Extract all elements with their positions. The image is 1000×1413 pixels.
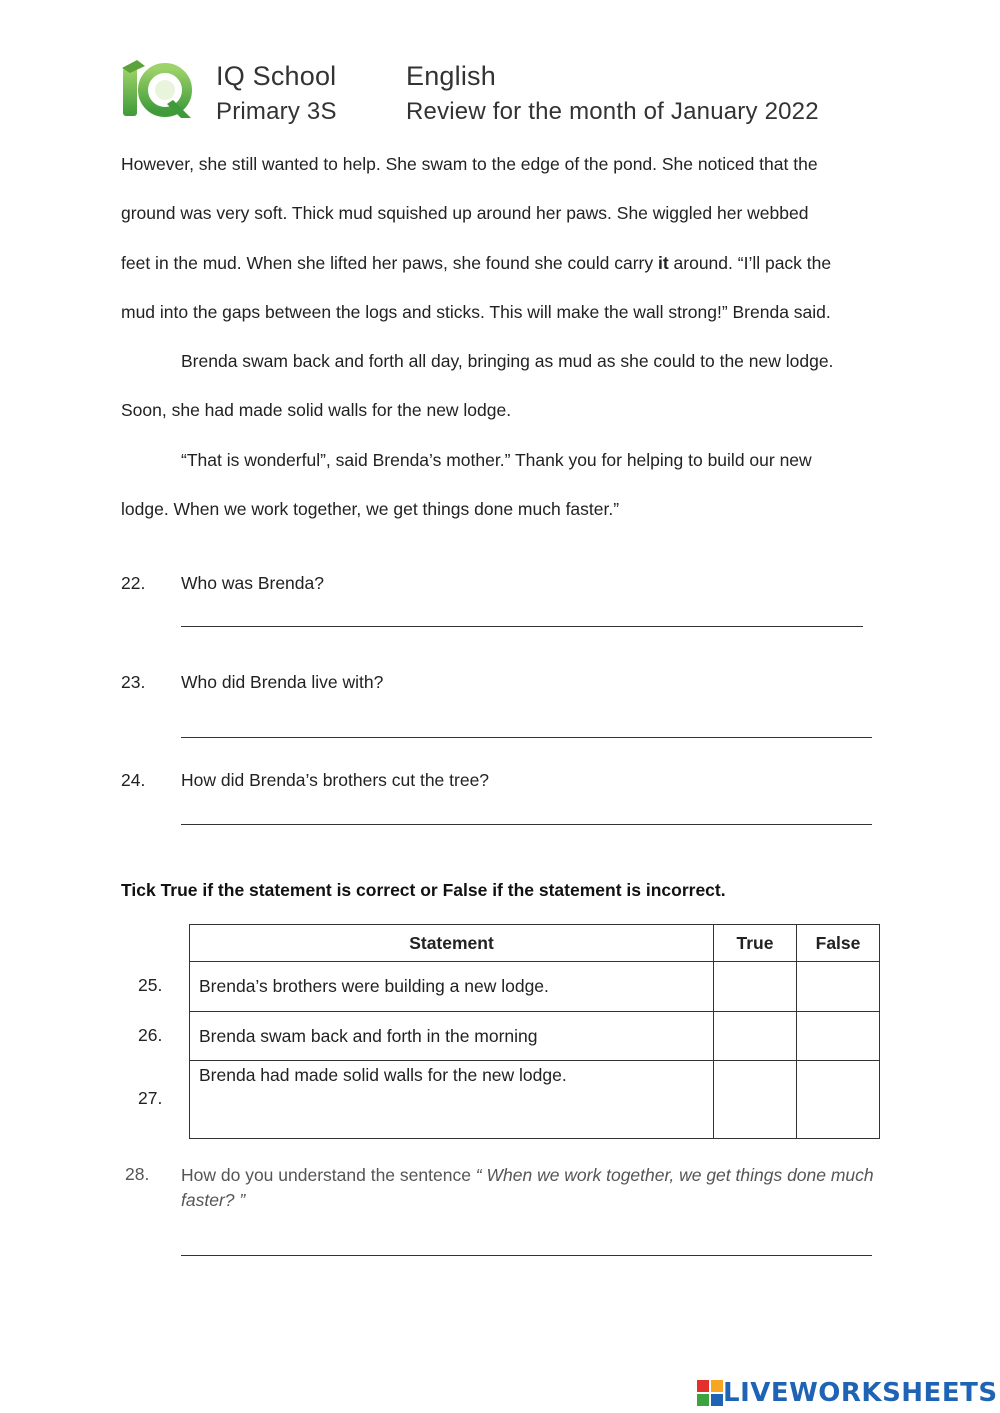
true-tick-cell[interactable]: [714, 1012, 797, 1061]
false-tick-cell[interactable]: [797, 1012, 880, 1061]
passage-line: Soon, she had made solid walls for the new lodge.: [121, 400, 512, 420]
answer-line-22[interactable]: [181, 626, 863, 627]
question-number: 23.: [121, 672, 146, 692]
answer-line-24[interactable]: [181, 824, 872, 825]
subject: English: [406, 61, 496, 91]
row-number: 26.: [138, 1025, 163, 1045]
school-logo: [121, 56, 193, 120]
passage-text: around. “I’ll pack the: [668, 253, 832, 273]
statement-header: Statement: [190, 925, 714, 962]
row-number: 27.: [138, 1088, 163, 1108]
true-false-table: [189, 924, 880, 1139]
question-number: 28.: [125, 1164, 150, 1184]
passage-line: lodge. When we work together, we get things done much faster.”: [121, 499, 620, 519]
passage-line: [121, 253, 831, 274]
answer-line-28[interactable]: [181, 1255, 872, 1256]
statement-cell: Brenda’s brothers were building a new lodge.: [190, 962, 714, 1012]
liveworksheets-logo: [697, 1378, 998, 1408]
question-text: How did Brenda’s brothers cut the tree?: [181, 770, 490, 790]
true-header: True: [714, 925, 797, 962]
true-tick-cell[interactable]: [714, 1061, 797, 1139]
answer-line-23[interactable]: [181, 737, 872, 738]
passage-line: However, she still wanted to help. She swam to the edge of the pond. She noticed that the: [121, 154, 818, 174]
true-tick-cell[interactable]: [714, 962, 797, 1012]
question-28-text: [181, 1163, 881, 1213]
false-header: False: [797, 925, 880, 962]
passage-text: feet in the mud. When she lifted her paws, she found she could carry: [121, 253, 658, 273]
table-row: [190, 1012, 880, 1061]
question-text: Who did Brenda live with?: [181, 672, 384, 692]
table-header-row: [190, 925, 880, 962]
statement-cell: Brenda swam back and forth in the morning: [190, 1012, 714, 1061]
question-number: 22.: [121, 573, 146, 593]
liveworksheets-icon: [697, 1380, 723, 1406]
question-number: 24.: [121, 770, 146, 790]
liveworksheets-brand: LIVEWORKSHEETS: [723, 1378, 998, 1408]
statement-cell: Brenda had made solid walls for the new lodge.: [190, 1061, 714, 1139]
class-name: Primary 3S: [216, 98, 337, 125]
question-quote: “ When we work together, we get things done much faster? ”: [181, 1165, 874, 1210]
review-title: Review for the month of January 2022: [406, 98, 819, 125]
false-tick-cell[interactable]: [797, 1061, 880, 1139]
passage-line: “That is wonderful”, said Brenda’s mother.” Thank you for helping to build our new: [181, 450, 812, 470]
question-text: Who was Brenda?: [181, 573, 324, 593]
table-row: [190, 1061, 880, 1139]
false-tick-cell[interactable]: [797, 962, 880, 1012]
table-row: [190, 962, 880, 1012]
passage-line: mud into the gaps between the logs and sticks. This will make the wall strong!” Brenda said.: [121, 302, 831, 322]
passage-bold-word: it: [657, 253, 669, 273]
passage-line: ground was very soft. Thick mud squished up around her paws. She wiggled her webbed: [121, 203, 809, 223]
question-text: How do you understand the sentence: [181, 1165, 476, 1185]
row-number: 25.: [138, 975, 163, 995]
school-name: IQ School: [216, 61, 337, 91]
true-false-instruction: Tick True if the statement is correct or False if the statement is incorrect.: [121, 880, 726, 900]
passage-line: Brenda swam back and forth all day, bringing as mud as she could to the new lodge.: [181, 351, 834, 371]
